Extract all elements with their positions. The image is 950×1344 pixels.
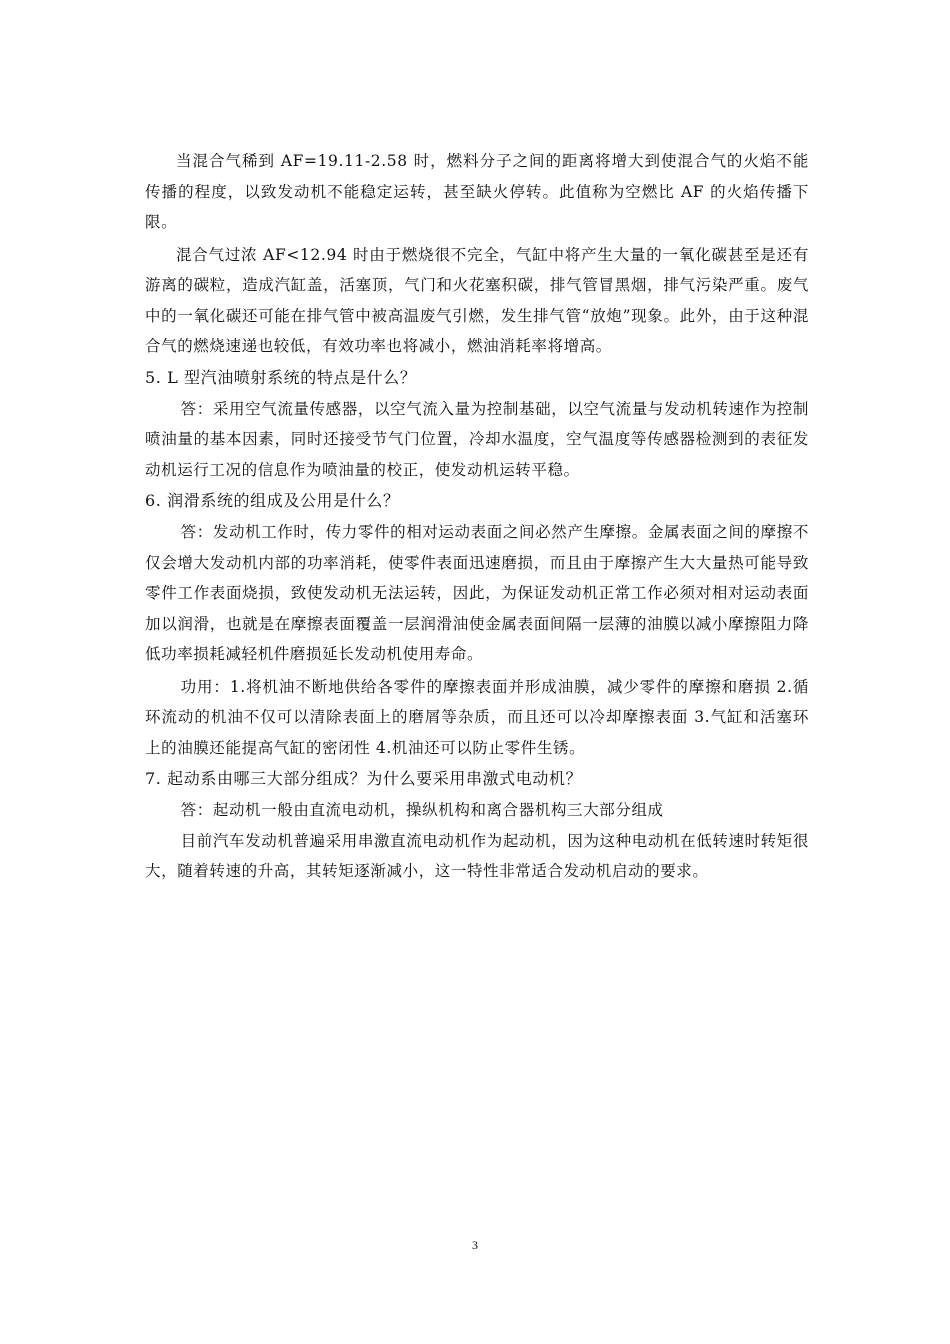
question-6-function: 功用：1.将机油不断地供给各零件的摩擦表面并形成油膜，减少零件的摩擦和磨损 2.循环流动的机油不仅可以清除表面上的磨屑等杂质，而且还可以冷却摩擦表面 3.气缸和活塞环上的油膜还能提高气缸的密闭性 4.机油还可以防止零件生锈。: [145, 677, 809, 757]
question-5-heading: 5. L 型汽油喷射系统的特点是什么？: [145, 367, 417, 387]
question-7-heading: 7. 起动系由哪三大部分组成？为什么要采用串激式电动机？: [145, 769, 583, 788]
document-body: [145, 146, 809, 887]
question-7-detail: 目前汽车发动机普遍采用串激直流电动机作为起动机，因为这种电动机在低转速时转矩很大，随着转速的升高，其转矩逐渐减小，这一特性非常适合发动机启动的要求。: [145, 831, 809, 880]
page-number: 3: [472, 1238, 478, 1252]
question-7-answer: 答：起动机一般由直流电动机，操纵机构和离合器机构三大部分组成: [180, 801, 664, 819]
question-6-heading: 6. 润滑系统的组成及公用是什么？: [145, 491, 400, 510]
paragraph-rich-mixture: 混合气过浓 AF<12.94 时由于燃烧很不完全，气缸中将产生大量的一氧化碳甚至是还有游离的碳粒，造成汽缸盖，活塞顶，气门和火花塞积碳，排气管冒黑烟，排气污染严重。废气中的一氧化碳还可能在排气管中被高温废气引燃，发生排气管“放炮”现象。此外，由于这种混合气的燃烧速递也较低，有效功率也将减小，燃油消耗率将增高。: [145, 245, 809, 355]
question-5-answer: 答：采用空气流量传感器，以空气流入量为控制基础，以空气流量与发动机转速作为控制喷油量的基本因素，同时还接受节气门位置，冷却水温度，空气温度等传感器检测到的表征发动机运行工况的信息作为喷油量的校正，使发动机运转平稳。: [145, 399, 809, 479]
question-6-answer: 答：发动机工作时，传力零件的相对运动表面之间必然产生摩擦。金属表面之间的摩擦不仅会增大发动机内部的功率消耗，使零件表面迅速磨损，而且由于摩擦产生大大量热可能导致零件工作表面烧损，致使发动机无法运转，因此，为保证发动机正常工作必须对相对运动表面加以润滑，也就是在摩擦表面覆盖一层润滑油使金属表面间隔一层薄的油膜以减小摩擦阻力降低功率损耗减轻机件磨损延长发动机使用寿命。: [145, 523, 809, 663]
paragraph-lean-mixture: 当混合气稀到 AF=19.11-2.58 时，燃料分子之间的距离将增大到使混合气的火焰不能传播的程度，以致发动机不能稳定运转，甚至缺火停转。此值称为空燃比 AF 的火焰传播下限。: [145, 152, 809, 231]
